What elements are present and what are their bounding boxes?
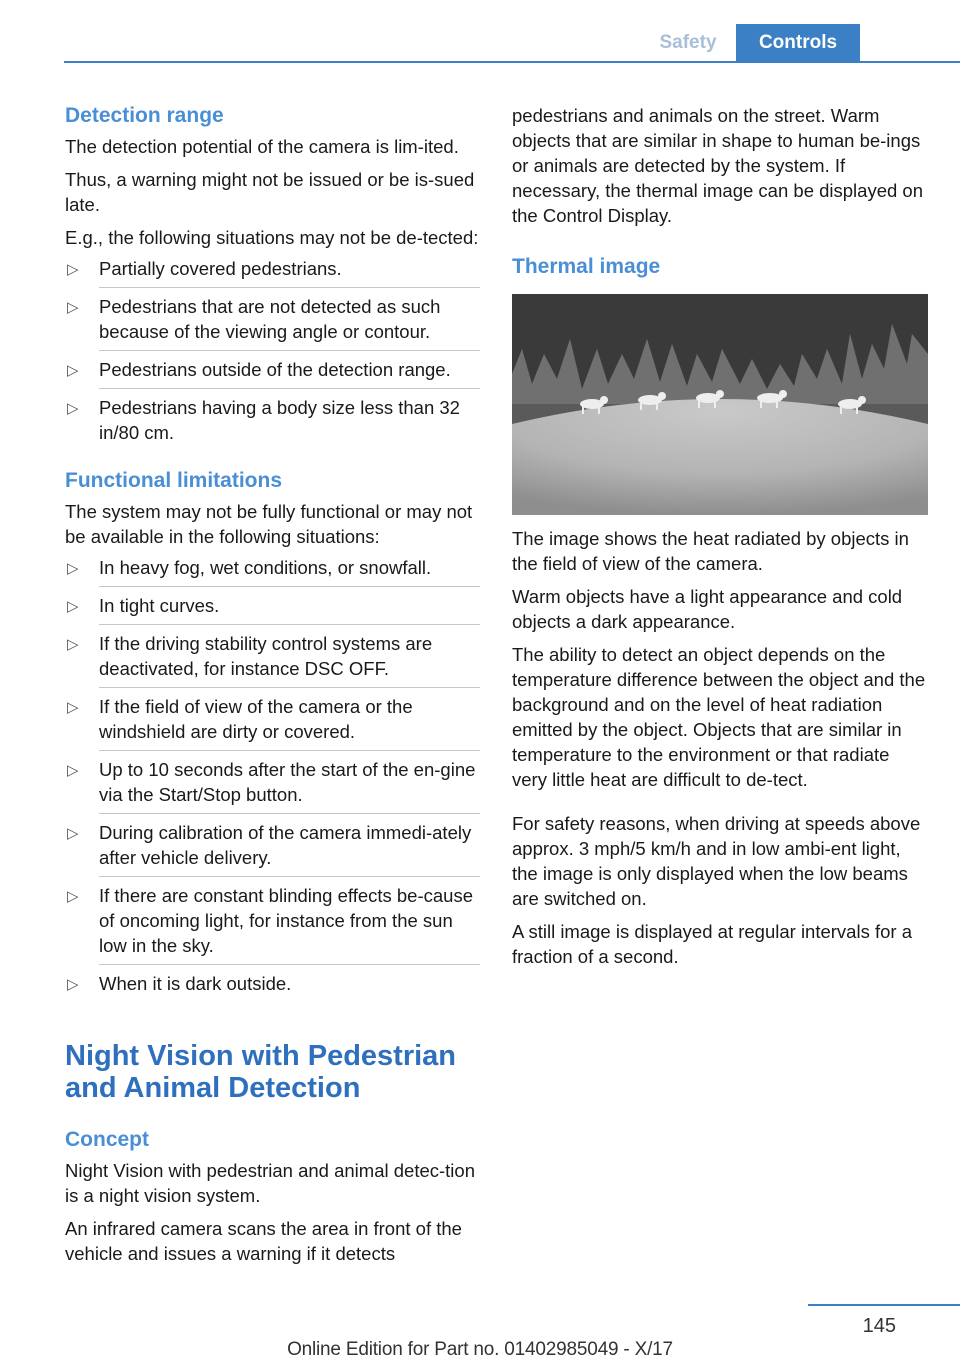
detection-paragraph-3: E.g., the following situations may not be de‐tected: (65, 227, 479, 248)
thermal-image-illustration (512, 294, 928, 515)
left-column (65, 102, 480, 1266)
triangle-bullet-icon: ▷ (67, 888, 79, 905)
triangle-bullet-icon: ▷ (67, 825, 79, 842)
triangle-bullet-icon: ▷ (67, 299, 79, 316)
list-divider (99, 624, 480, 625)
list-item: ▷ When it is dark outside. (65, 971, 480, 996)
header-tab-safety: Safety (640, 24, 736, 61)
list-divider (99, 586, 480, 587)
detection-paragraph-1: The detection potential of the camera is lim‐ited. (65, 136, 459, 157)
triangle-bullet-icon: ▷ (67, 400, 79, 417)
list-item: ▷ Pedestrians that are not detected as such because of the viewing angle or contour. (67, 296, 441, 342)
header-rule (64, 61, 960, 63)
header-tab-controls: Controls (736, 24, 860, 61)
detection-range-heading: Detection range (65, 104, 224, 127)
list-divider (99, 350, 480, 351)
list-divider (99, 388, 480, 389)
triangle-bullet-icon: ▷ (67, 261, 79, 278)
night-vision-section-heading: Night Vision with Pedestrian and Animal Detection (65, 1040, 457, 1104)
limitations-list (65, 555, 480, 996)
thermal-paragraph-3: The ability to detect an object depends on the temperature difference between the object and the background and on the level of heat radiation emitted by the object. Objects that are similar in temperature to the environment or that radiate very little heat are difficult to de‐tect. (512, 644, 926, 790)
list-item: ▷ If the driving stability control systems are deactivated, for instance DSC OFF. (67, 633, 433, 679)
list-divider (99, 813, 480, 814)
list-item: ▷ In heavy fog, wet conditions, or snowfall. (65, 555, 480, 580)
right-column (512, 102, 928, 969)
list-divider (99, 964, 480, 965)
thermal-image-heading: Thermal image (512, 255, 661, 278)
triangle-bullet-icon: ▷ (67, 636, 79, 653)
functional-limitations-heading: Functional limitations (65, 469, 283, 492)
edition-line: Online Edition for Part no. 01402985049 - X/17 (287, 1339, 673, 1360)
page-number: 145 (862, 1315, 896, 1337)
thermal-paragraph-5: A still image is displayed at regular intervals for a fraction of a second. (512, 921, 912, 967)
list-item: ▷ During calibration of the camera immedi‐ately after vehicle delivery. (67, 822, 472, 868)
concept-heading: Concept (65, 1128, 149, 1151)
thermal-paragraph-4: For safety reasons, when driving at speeds above approx. 3 mph/5 km/h and in low ambi‐ent light, the image is only displayed when the low beams are switched on. (512, 813, 921, 909)
list-divider (99, 287, 480, 288)
list-item: ▷ If there are constant blinding effects be‐cause of oncoming light, for instance from the sun low in the sky. (67, 885, 474, 956)
triangle-bullet-icon: ▷ (67, 762, 79, 779)
list-divider (99, 750, 480, 751)
list-divider (99, 687, 480, 688)
triangle-bullet-icon: ▷ (67, 976, 79, 993)
thermal-paragraph-2: Warm objects have a light appearance and cold objects a dark appearance. (512, 586, 903, 632)
thermal-paragraph-1: The image shows the heat radiated by objects in the field of view of the camera. (512, 528, 909, 574)
triangle-bullet-icon: ▷ (67, 362, 79, 379)
concept-paragraph-1: Night Vision with pedestrian and animal detec‐tion is a night vision system. (65, 1160, 475, 1206)
list-item: ▷ Up to 10 seconds after the start of the en‐gine via the Start/Stop button. (67, 759, 476, 805)
triangle-bullet-icon: ▷ (67, 560, 79, 577)
list-item: ▷ Pedestrians having a body size less than 32 in/80 cm. (67, 397, 460, 443)
list-item: ▷ Partially covered pedestrians. (65, 256, 480, 281)
list-item: ▷ Pedestrians outside of the detection range. (65, 357, 480, 382)
footer-rule (808, 1304, 960, 1306)
triangle-bullet-icon: ▷ (67, 598, 79, 615)
limitations-paragraph: The system may not be fully functional or may not be available in the following situations: (65, 501, 473, 547)
detection-paragraph-2: Thus, a warning might not be issued or be is‐sued late. (65, 169, 475, 215)
list-divider (99, 876, 480, 877)
list-item: ▷ If the field of view of the camera or the windshield are dirty or covered. (67, 696, 413, 742)
list-item: ▷ In tight curves. (65, 593, 480, 618)
triangle-bullet-icon: ▷ (67, 699, 79, 716)
continued-paragraph: pedestrians and animals on the street. Warm objects that are similar in shape to human be‐ings or animals are detected by the system. If necessary, the thermal image can be displayed on the Control Display. (512, 105, 924, 226)
concept-paragraph-2: An infrared camera scans the area in front of the vehicle and issues a warning if it detects (65, 1218, 462, 1264)
detection-list (65, 256, 480, 445)
